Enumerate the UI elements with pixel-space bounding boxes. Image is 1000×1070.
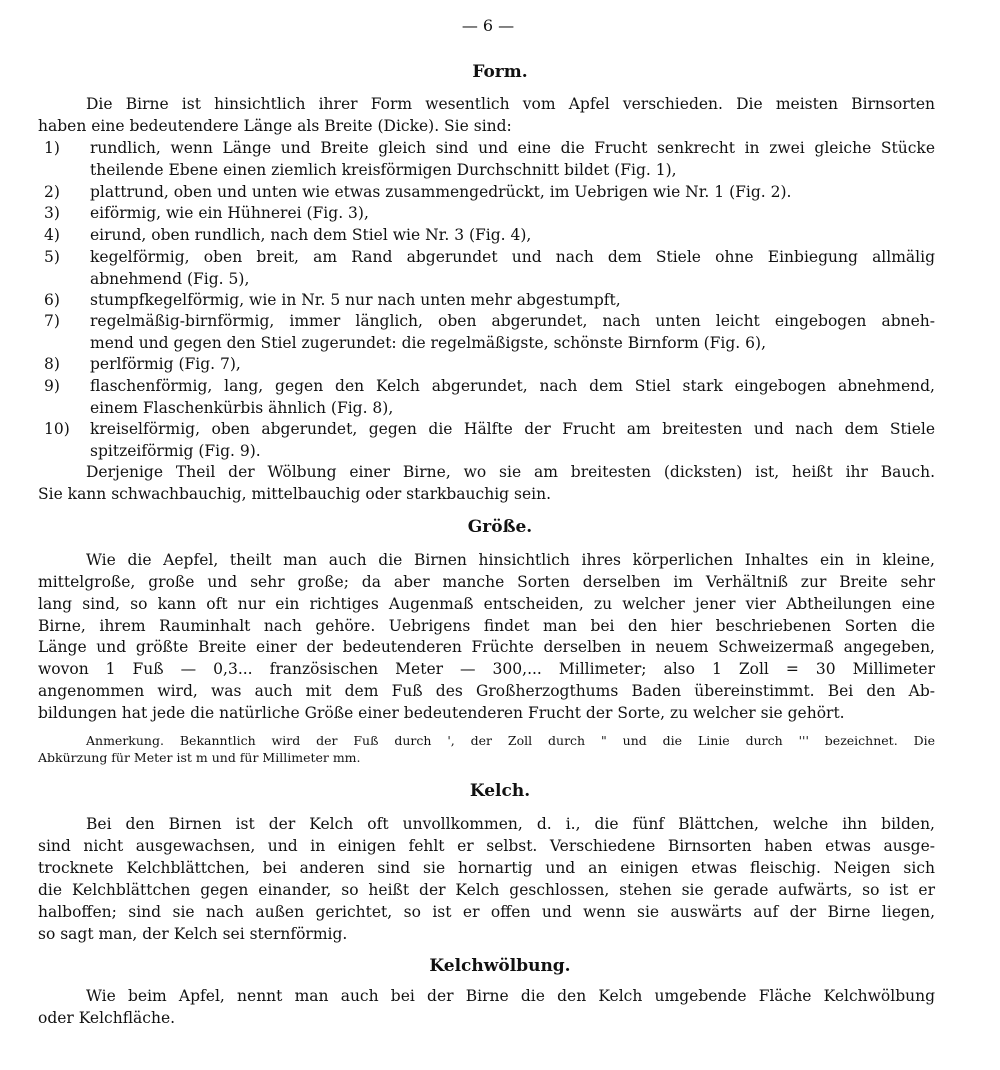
- line-text: Anmerkung. Bekanntlich wird der Fuß durch ', der Zoll durch " und die Linie durch ''' bezeichnet. Die: [86, 733, 935, 748]
- text-line: [86, 814, 935, 834]
- list-number: 10): [44, 420, 70, 438]
- line-text: stumpfkegelförmig, wie in Nr. 5 nur nach unten mehr abgestumpft,: [90, 291, 621, 309]
- text-line: [38, 836, 935, 856]
- section-heading: Form.: [472, 62, 528, 82]
- section-heading: Größe.: [467, 517, 533, 537]
- text-line: [44, 203, 935, 223]
- line-text: Derjenige Theil der Wölbung einer Birne, wo sie am breitesten (dicksten) ist, heißt ihr Bauch.: [86, 463, 935, 481]
- text-line: [44, 225, 935, 245]
- page-number: — 6 —: [461, 16, 515, 35]
- text-line: [38, 880, 935, 900]
- text-line: [44, 182, 935, 202]
- text-line: [86, 986, 935, 1006]
- text-line: [38, 116, 935, 136]
- line-text: abnehmend (Fig. 5),: [90, 270, 250, 288]
- text-line: [86, 462, 935, 482]
- line-text: spitzeiförmig (Fig. 9).: [90, 442, 261, 460]
- line-text: lang sind, so kann oft nur ein richtiges Augenmaß entscheiden, zu welcher jener vier Abtheilungen eine: [38, 595, 935, 613]
- text-line: [44, 376, 935, 396]
- text-line: [38, 484, 935, 504]
- line-text: Abkürzung für Meter ist m und für Millimeter mm.: [38, 750, 361, 765]
- line-text: Wie beim Apfel, nennt man auch bei der Birne die den Kelch umgebende Fläche Kelchwölbung: [86, 987, 935, 1005]
- text-line: [90, 333, 935, 353]
- line-text: oder Kelchfläche.: [38, 1009, 176, 1027]
- list-number: 1): [44, 139, 60, 157]
- line-text: eirund, oben rundlich, nach dem Stiel wie Nr. 3 (Fig. 4),: [90, 226, 532, 244]
- line-text: kegelförmig, oben breit, am Rand abgerundet und nach dem Stiele ohne Einbiegung allmälig: [90, 248, 935, 266]
- section-heading: Kelchwölbung.: [429, 956, 571, 976]
- text-line: [38, 616, 935, 636]
- text-line: [38, 902, 935, 922]
- text-line: [38, 748, 935, 768]
- line-text: eiförmig, wie ein Hühnerei (Fig. 3),: [90, 204, 369, 222]
- line-text: flaschenförmig, lang, gegen den Kelch abgerundet, nach dem Stiel stark eingebogen abnehmend,: [90, 377, 935, 395]
- line-text: Wie die Aepfel, theilt man auch die Birnen hinsichtlich ihres körperlichen Inhaltes ein in kleine,: [86, 551, 935, 569]
- text-line: [86, 94, 935, 114]
- line-text: Bei den Birnen ist der Kelch oft unvollkommen, d. i., die fünf Blättchen, welche ihn bilden,: [86, 815, 935, 833]
- list-number: 3): [44, 204, 60, 222]
- line-text: mittelgroße, große und sehr große; da aber manche Sorten derselben im Verhältniß zur Breite sehr: [38, 573, 935, 591]
- list-number: 8): [44, 355, 60, 373]
- text-line: [44, 247, 935, 267]
- text-line: [44, 311, 935, 331]
- line-text: Sie kann schwachbauchig, mittelbauchig oder starkbauchig sein.: [38, 485, 551, 503]
- text-line: [44, 419, 935, 439]
- line-text: wovon 1 Fuß — 0,3... französischen Meter — 300,... Millimeter; also 1 Zoll = 30 Millimeter: [38, 660, 935, 678]
- line-text: die Kelchblättchen gegen einander, so heißt der Kelch geschlossen, stehen sie gerade aufwärts, so ist er: [38, 881, 935, 899]
- list-number: 2): [44, 183, 60, 201]
- text-line: [38, 703, 935, 723]
- text-line: [90, 160, 935, 180]
- text-line: [44, 290, 935, 310]
- line-text: rundlich, wenn Länge und Breite gleich sind und eine die Frucht senkrecht in zwei gleiche Stücke: [90, 139, 935, 157]
- text-line: [90, 441, 935, 461]
- text-line: [44, 138, 935, 158]
- line-text: haben eine bedeutendere Länge als Breite (Dicke). Sie sind:: [38, 117, 512, 135]
- text-line: [44, 354, 935, 374]
- text-line: [38, 681, 935, 701]
- list-number: 4): [44, 226, 60, 244]
- text-line: [38, 858, 935, 878]
- line-text: so sagt man, der Kelch sei sternförmig.: [38, 925, 348, 943]
- line-text: Die Birne ist hinsichtlich ihrer Form wesentlich vom Apfel verschieden. Die meisten Birnsorten: [86, 95, 935, 113]
- text-line: [38, 572, 935, 592]
- list-number: 6): [44, 291, 60, 309]
- list-number: 5): [44, 248, 60, 266]
- line-text: plattrund, oben und unten wie etwas zusammengedrückt, im Uebrigen wie Nr. 1 (Fig. 2).: [90, 183, 792, 201]
- text-line: [86, 550, 935, 570]
- line-text: Länge und größte Breite einer der bedeutenderen Früchte derselben in neuem Schweizermaß angegeben,: [38, 638, 935, 656]
- line-text: kreiselförmig, oben abgerundet, gegen die Hälfte der Frucht am breitesten und nach dem Stiele: [90, 420, 935, 438]
- list-number: 9): [44, 377, 60, 395]
- text-line: [38, 594, 935, 614]
- line-text: bildungen hat jede die natürliche Größe einer bedeutenderen Frucht der Sorte, zu welcher sie gehört.: [38, 704, 845, 722]
- text-line: [38, 659, 935, 679]
- list-number: 7): [44, 312, 60, 330]
- line-text: trocknete Kelchblättchen, bei anderen sind sie hornartig und an einigen etwas fleischig. Neigen sich: [38, 859, 935, 877]
- text-line: [38, 924, 935, 944]
- line-text: regelmäßig-birnförmig, immer länglich, oben abgerundet, nach unten leicht eingebogen abneh-: [90, 312, 935, 330]
- line-text: Birne, ihrem Rauminhalt nach gehöre. Uebrigens findet man bei den hier beschriebenen Sorten die: [38, 617, 935, 635]
- line-text: perlförmig (Fig. 7),: [90, 355, 241, 373]
- line-text: einem Flaschenkürbis ähnlich (Fig. 8),: [90, 399, 394, 417]
- line-text: halboffen; sind sie nach außen gerichtet, so ist er offen und wenn sie auswärts auf der Birne liegen,: [38, 903, 935, 921]
- text-line: [90, 398, 935, 418]
- line-text: sind nicht ausgewachsen, und in einigen fehlt er selbst. Verschiedene Birnsorten haben etwas ausge-: [38, 837, 935, 855]
- line-text: mend und gegen den Stiel zugerundet: die regelmäßigste, schönste Birnform (Fig. 6),: [90, 334, 766, 352]
- line-text: theilende Ebene einen ziemlich kreisförmigen Durchschnitt bildet (Fig. 1),: [90, 161, 677, 179]
- text-line: [90, 269, 935, 289]
- section-heading: Kelch.: [469, 781, 531, 801]
- line-text: angenommen wird, was auch mit dem Fuß des Großherzogthums Baden übereinstimmt. Bei den Ab-: [38, 682, 935, 700]
- text-line: [38, 637, 935, 657]
- text-line: [38, 1008, 935, 1028]
